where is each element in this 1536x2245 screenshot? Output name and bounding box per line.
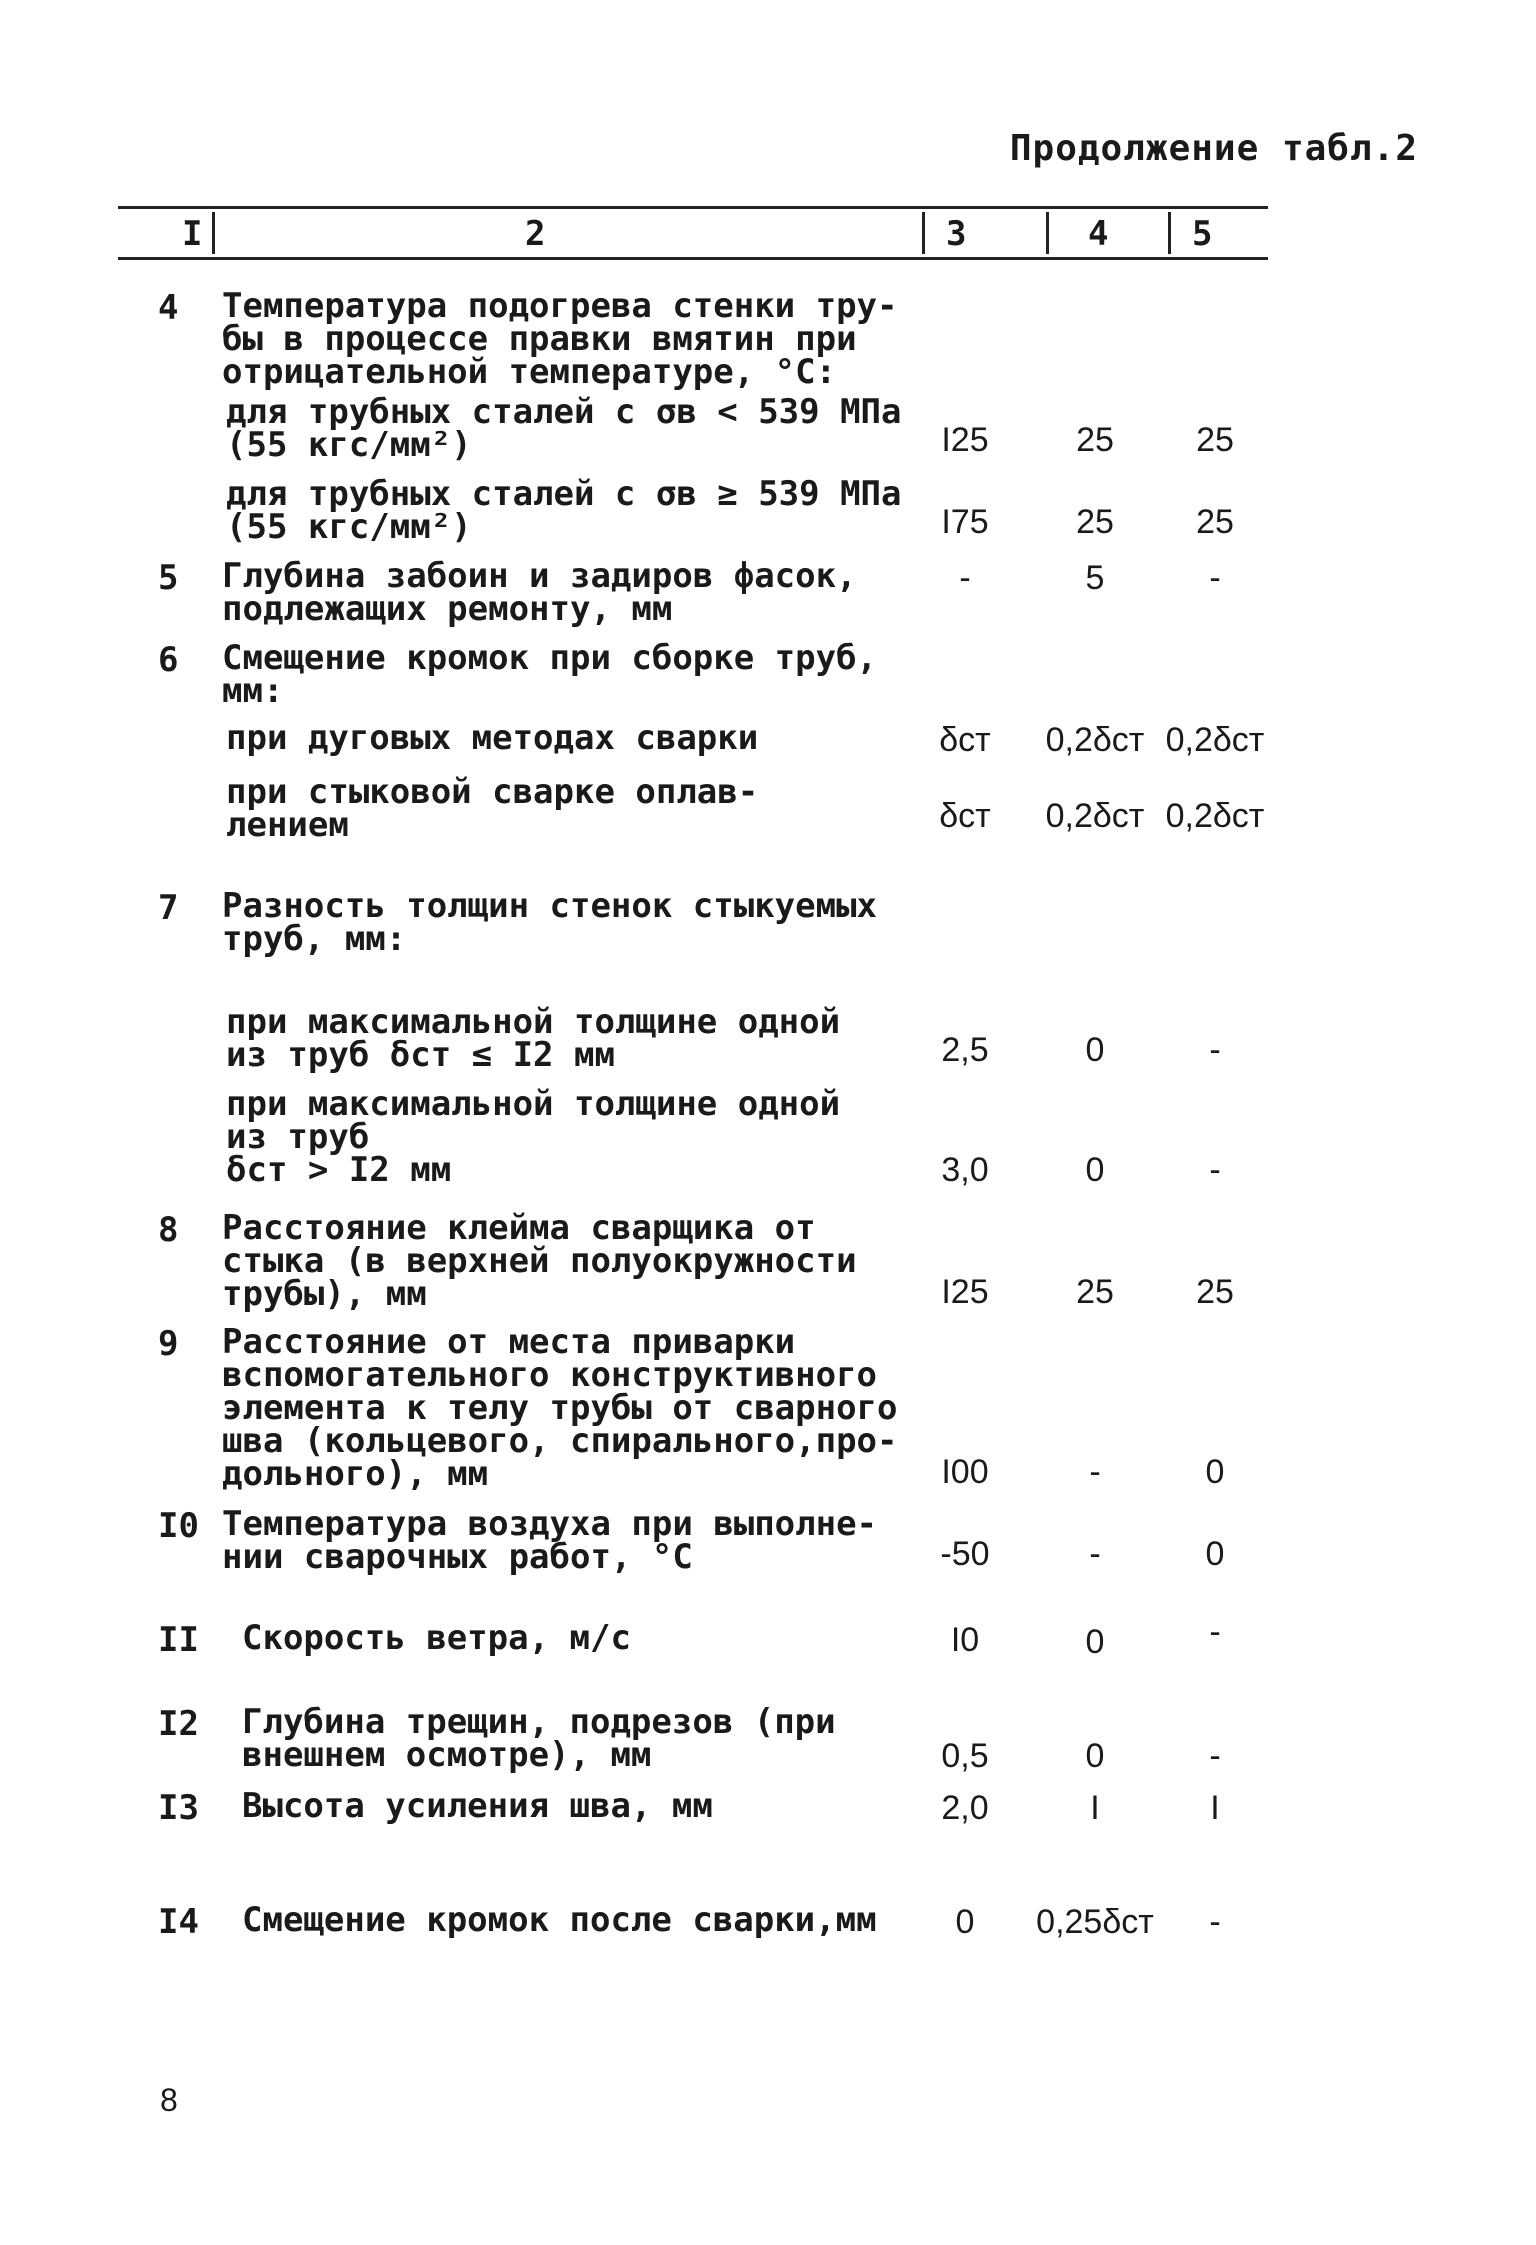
cell-col5: 25 xyxy=(1196,1273,1234,1311)
row-label: Разность толщин стенок стыкуемых труб, мм: xyxy=(222,886,878,959)
row-label: Температура воздуха при выполне- нии сварочных работ, °С xyxy=(222,1504,878,1577)
subrow-label: при дуговых методах сварки xyxy=(226,718,759,758)
table-subrow xyxy=(0,474,1536,560)
row-label: Глубина трещин, подрезов (при внешнем осмотре), мм xyxy=(242,1702,836,1775)
cell-col4: - xyxy=(1089,1453,1101,1491)
cell-col4: 0 xyxy=(1085,1151,1105,1189)
row-number: I2 xyxy=(158,1704,199,1744)
table-subrow xyxy=(0,392,1536,478)
table-row xyxy=(0,1322,1536,1508)
table-subrow xyxy=(0,718,1536,776)
subrow-label: для трубных сталей с σв ≥ 539 МПа (55 кгс/мм²) xyxy=(226,474,902,547)
cell-col3: -50 xyxy=(940,1535,990,1573)
cell-col3: I00 xyxy=(941,1453,989,1491)
cell-col3: - xyxy=(959,559,971,597)
row-number: I3 xyxy=(158,1788,199,1828)
cell-col4: I xyxy=(1090,1789,1100,1827)
column-separator xyxy=(922,212,925,254)
page-number: 8 xyxy=(160,2082,178,2118)
subrow-label: при максимальной толщине одной из труб δст ≤ I2 мм xyxy=(226,1002,841,1075)
table-row xyxy=(0,886,1536,1006)
cell-col4: - xyxy=(1089,1535,1101,1573)
row-label: Смещение кромок после сварки,мм xyxy=(242,1900,877,1940)
table-subrow xyxy=(0,1084,1536,1212)
table-row xyxy=(0,1504,1536,1622)
cell-col3: I25 xyxy=(941,421,989,459)
row-number: I0 xyxy=(158,1506,199,1546)
cell-col4: 25 xyxy=(1076,1273,1114,1311)
subrow-label: при максимальной толщине одной из труб δст > I2 мм xyxy=(226,1084,841,1190)
row-number: 4 xyxy=(158,288,179,328)
cell-col5: 0 xyxy=(1205,1535,1225,1573)
cell-col4: 25 xyxy=(1076,503,1114,541)
cell-col4: 5 xyxy=(1085,559,1105,597)
cell-col5: - xyxy=(1209,559,1221,597)
cell-col5: 0,2δст xyxy=(1165,721,1265,759)
cell-col3: 2,0 xyxy=(941,1789,989,1827)
cell-col5: 0 xyxy=(1205,1453,1225,1491)
row-number: 5 xyxy=(158,558,179,598)
cell-col4: 0 xyxy=(1085,1031,1105,1069)
column-header-2: 2 xyxy=(525,214,546,254)
cell-col4: 0,2δст xyxy=(1045,721,1145,759)
column-header-3: 3 xyxy=(946,214,967,254)
table-row xyxy=(0,1208,1536,1326)
row-label: Температура подогрева стенки тру- бы в процессе правки вмятин при отрицательной температуре, °С: xyxy=(222,286,898,392)
subrow-label: для трубных сталей с σв < 539 МПа (55 кгс/мм²) xyxy=(226,392,902,465)
cell-col5: 25 xyxy=(1196,503,1234,541)
cell-col3: δст xyxy=(939,797,991,835)
column-separator xyxy=(212,212,215,254)
table-row xyxy=(0,1900,1536,1984)
cell-col5: - xyxy=(1209,1151,1221,1189)
row-label: Скорость ветра, м/с xyxy=(242,1618,631,1658)
table-row xyxy=(0,1702,1536,1790)
row-number: 6 xyxy=(158,640,179,680)
column-separator xyxy=(1046,212,1049,254)
cell-col3: δст xyxy=(939,721,991,759)
table-row xyxy=(0,280,1536,396)
subrow-label: при стыковой сварке оплав- лением xyxy=(226,772,759,845)
cell-col3: 3,0 xyxy=(941,1151,989,1189)
table-row xyxy=(0,556,1536,642)
column-header-5: 5 xyxy=(1192,214,1213,254)
table-continuation-title: Продолжение табл.2 xyxy=(1009,128,1418,169)
row-number: 7 xyxy=(158,888,179,928)
column-header-4: 4 xyxy=(1088,214,1109,254)
cell-col4: 0,25δст xyxy=(1036,1903,1154,1941)
row-label: Расстояние клейма сварщика от стыка (в верхней полуокружности трубы), мм xyxy=(222,1208,857,1314)
table-row xyxy=(0,1786,1536,1904)
cell-col3: I75 xyxy=(941,503,989,541)
cell-col4: 0 xyxy=(1085,1623,1105,1661)
row-number: 9 xyxy=(158,1324,179,1364)
cell-col3: 0,5 xyxy=(941,1737,989,1775)
row-number: II xyxy=(158,1620,199,1660)
cell-col5: - xyxy=(1209,1737,1221,1775)
cell-col3: 2,5 xyxy=(941,1031,989,1069)
cell-col4: 0 xyxy=(1085,1737,1105,1775)
table-top-rule xyxy=(118,206,1268,209)
cell-col5: I xyxy=(1210,1789,1220,1827)
row-label: Смещение кромок при сборке труб, мм: xyxy=(222,638,878,711)
row-label: Глубина забоин и задиров фасок, подлежащих ремонту, мм xyxy=(222,556,857,629)
cell-col3: I25 xyxy=(941,1273,989,1311)
cell-col4: 25 xyxy=(1076,421,1114,459)
cell-col3: 0 xyxy=(955,1903,975,1941)
cell-col4: 0,2δст xyxy=(1045,797,1145,835)
cell-col5: - xyxy=(1209,1613,1221,1651)
column-separator xyxy=(1168,212,1171,254)
table-subrow xyxy=(0,772,1536,890)
table-body xyxy=(0,280,1536,1984)
table-row xyxy=(0,638,1536,722)
cell-col5: - xyxy=(1209,1903,1221,1941)
row-label: Расстояние от места приварки вспомогательного конструктивного элемента к телу трубы от сварного шва (кольцевого, спирального,про- дольного), мм xyxy=(222,1322,898,1494)
cell-col3: I0 xyxy=(950,1621,980,1659)
table-subrow xyxy=(0,1002,1536,1088)
table-row xyxy=(0,1613,1536,1706)
cell-col5: 25 xyxy=(1196,421,1234,459)
row-label: Высота усиления шва, мм xyxy=(242,1786,713,1826)
table-header-rule xyxy=(118,257,1268,260)
cell-col5: - xyxy=(1209,1031,1221,1069)
row-number: I4 xyxy=(158,1902,199,1942)
row-number: 8 xyxy=(158,1210,179,1250)
cell-col5: 0,2δст xyxy=(1165,797,1265,835)
column-header-1: I xyxy=(182,214,203,254)
